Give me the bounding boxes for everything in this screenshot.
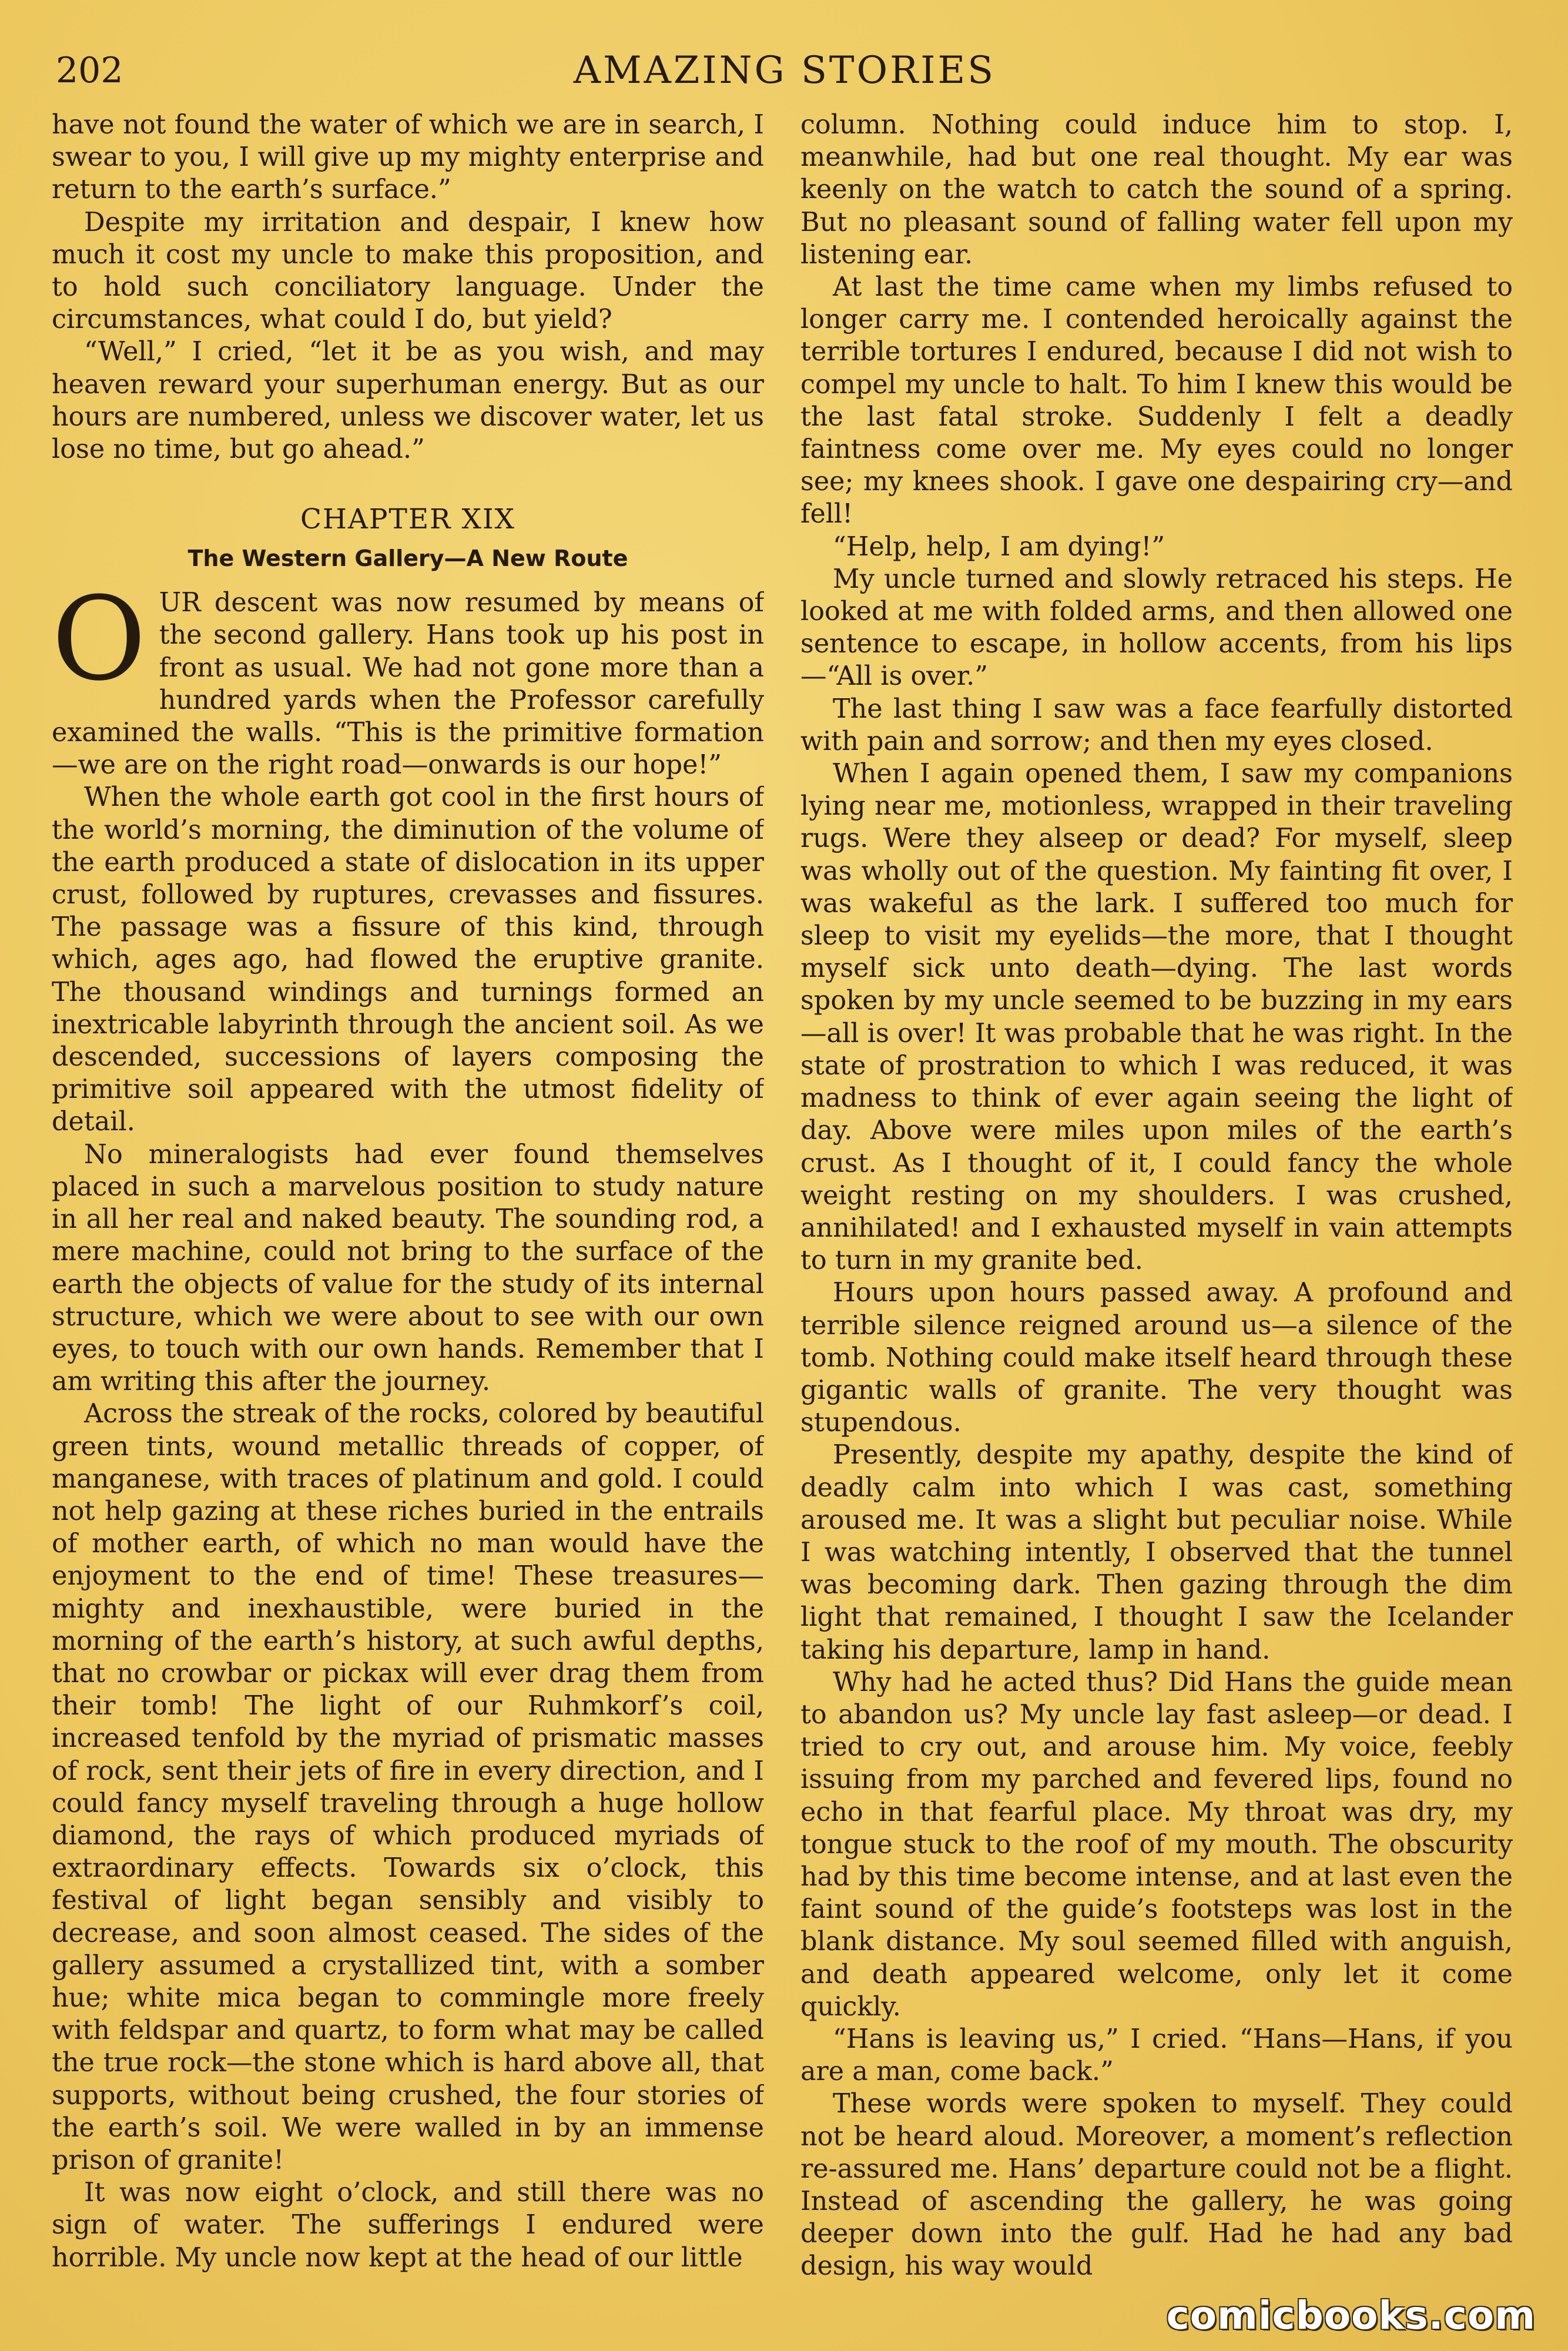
paragraph: These words were spoken to myself. They could not be heard aloud. Moreover, a moment’s reflection re-assured me. Hans’ departure could not be a flight. Instead of ascending the gallery, he was going deeper down into the gulf. Had he had any bad design, his way would xyxy=(800,2089,1513,2282)
paragraph: The last thing I saw was a face fearfully distorted with pain and sorrow; and then my eyes closed. xyxy=(800,694,1513,756)
paragraph: column. Nothing could induce him to stop. I, meanwhile, had but one real thought. My ear was keenly on the watch to catch the sound of a spring. But no pleasant sound of falling water fell upon my listening ear. xyxy=(800,110,1513,270)
chapter-title: CHAPTER XIX xyxy=(300,503,515,536)
page-number: 202 xyxy=(56,50,123,91)
paragraph: At last the time came when my limbs refused to longer carry me. I contended heroically against the terrible tortures I endured, because I did not wish to compel my uncle to halt. To him I knew this would be the last fatal stroke. Suddenly I felt a deadly faintness come over me. My eyes could no longer see; my knees shook. I gave one despairing cry—and fell! xyxy=(800,272,1513,530)
chapter-opening-paragraph xyxy=(52,572,764,781)
paragraph: When the whole earth got cool in the first hours of the world’s morning, the diminution of the volume of the earth produced a state of dislocation in its upper crust, followed by ruptures, crevasses and fissures. The passage was a fissure of this kind, through which, ages ago, had flowed the eruptive granite. The thousand windings and turnings formed an inextricable labyrinth through the ancient soil. As we descended, successions of layers composing the primitive soil appeared with the utmost fidelity of detail. xyxy=(52,782,764,1137)
paragraph: When I again opened them, I saw my companions lying near me, motionless, wrapped in their traveling rugs. Were they alseep or dead? For myself, sleep was wholly out of the question. My fainting fit over, I was wakeful as the lark. I suffered too much for sleep to visit my eyelids—the more, that I thought myself sick unto death—dying. The last words spoken by my uncle seemed to be buzzing in my ears—all is over! It was probable that he was right. In the state of prostration to which I was reduced, it was madness to think of ever again seeing the light of day. Above were miles upon miles of the earth’s crust. As I thought of it, I could fancy the whole weight resting on my shoulders. I was crushed, annihilated! and I exhausted myself in vain attempts to turn in my granite bed. xyxy=(800,759,1513,1276)
paragraph: Across the streak of the rocks, colored by beautiful green tints, wound metallic threads of copper, of manganese, with traces of platinum and gold. I could not help gazing at these riches buried in the entrails of mother earth, of which no man would have the enjoyment to the end of time! These treasures—mighty and inexhaustible, were buried in the morning of the earth’s history, at such awful depths, that no crowbar or pickax will ever drag them from their tomb! The light of our Ruhmkorf’s coil, increased tenfold by the myriad of prismatic masses of rock, sent their jets of fire in every direction, and I could fancy myself traveling through a huge hollow diamond, the rays of which produced myriads of extraordinary effects. Towards six o’clock, this festival of light began sensibly and visibly to decrease, and soon almost ceased. The sides of the gallery assumed a crystallized tint, with a somber hue; white mica began to commingle more freely with feldspar and quartz, to form what may be called the true rock—the stone which is hard above all, that supports, without being crushed, the four stories of the earth’s soil. We were walled in by an immense prison of granite! xyxy=(52,1399,764,2175)
paragraph: have not found the water of which we are in search, I swear to you, I will give up my mighty enterprise and return to the earth’s surface.” xyxy=(52,110,764,205)
paragraph: “Help, help, I am dying!” xyxy=(833,531,1165,562)
chapter-subtitle: The Western Gallery—A New Route xyxy=(187,545,628,572)
drop-cap: O xyxy=(52,572,146,707)
page-header xyxy=(56,41,1513,100)
paragraph: Despite my irritation and despair, I knew how much it cost my uncle to make this proposition, and to hold such conciliatory language. Under the circumstances, what could I do, but yield? xyxy=(52,207,764,335)
right-column xyxy=(800,109,1513,2330)
paragraph: “Hans is leaving us,” I cried. “Hans—Hans, if you are a man, come back.” xyxy=(800,2024,1513,2087)
left-column xyxy=(52,109,764,2330)
paragraph: My uncle turned and slowly retraced his steps. He looked at me with folded arms, and then allowed one sentence to escape, in hollow accents, from his lips—“All is over.” xyxy=(800,564,1513,692)
paragraph: No mineralogists had ever found themselves placed in such a marvelous position to study nature in all her real and naked beauty. The sounding rod, a mere machine, could not bring to the surface of the earth the objects of value for the study of its internal structure, which we were about to see with our own eyes, to touch with our own hands. Remember that I am writing this after the journey. xyxy=(52,1139,764,1397)
paragraph: Presently, despite my apathy, despite the kind of deadly calm into which I was cast, something aroused me. It was a slight but peculiar noise. While I was watching intently, I observed that the tunnel was becoming dark. Then gazing through the dim light that remained, I thought I saw the Icelander taking his departure, lamp in hand. xyxy=(800,1440,1513,1665)
paragraph: It was now eight o’clock, and still there was no sign of water. The sufferings I endured were horrible. My uncle now kept at the head of our little xyxy=(52,2178,764,2273)
watermark-logo: comicbooks.com xyxy=(1166,2293,1536,2338)
running-head: AMAZING STORIES xyxy=(573,49,996,92)
paragraph: Why had he acted thus? Did Hans the guide mean to abandon us? My uncle lay fast asleep—or dead. I tried to cry out, and arouse him. My voice, feebly issuing from my parched and fevered lips, found no echo in that fearful place. My throat was dry, my tongue stuck to the roof of my mouth. The obscurity had by this time become intense, and at last even the faint sound of the guide’s footsteps was lost in the blank distance. My soul seemed filled with anguish, and death appeared welcome, only let it come quickly. xyxy=(800,1667,1513,2022)
opening-text: UR descent was now resumed by means of the second gallery. Hans took up his post in front as usual. We had not gone more than a hundred yards when the Professor carefully examined the walls. “This is the primitive formation—we are on the right road—onwards is our hope!” xyxy=(52,588,764,781)
paragraph: “Well,” I cried, “let it be as you wish, and may heaven reward your superhuman energy. But as our hours are numbered, unless we discover water, let us lose no time, but go ahead.” xyxy=(52,337,764,465)
paragraph: Hours upon hours passed away. A profound and terrible silence reigned around us—a silence of the tomb. Nothing could make itself heard through these gigantic walls of granite. The very thought was stupendous. xyxy=(800,1278,1513,1438)
